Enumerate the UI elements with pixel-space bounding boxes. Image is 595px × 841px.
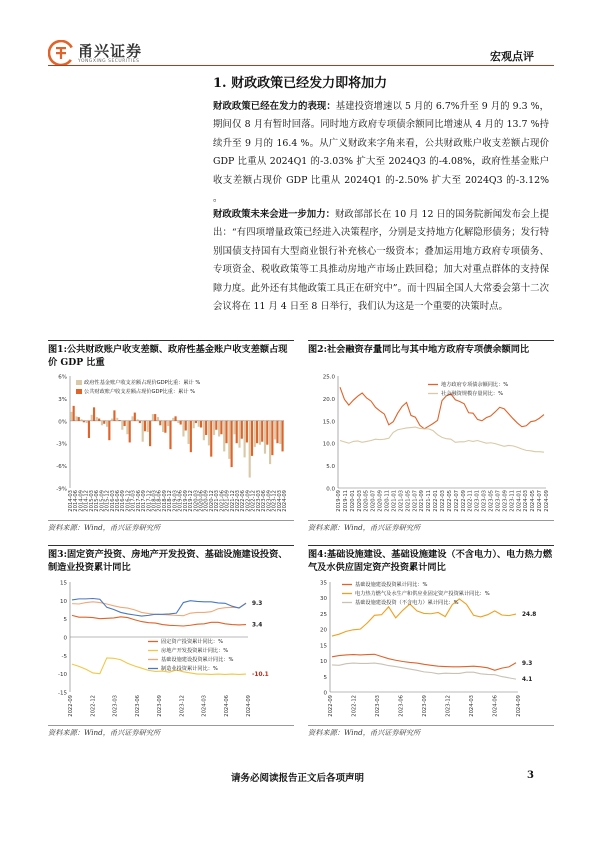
x-tick-label: 2023-03 — [112, 695, 119, 717]
fig1-source: 资料来源：Wind，甬兴证券研究所 — [48, 523, 161, 532]
series-line — [332, 663, 516, 679]
x-tick-label: 2020-06 — [198, 490, 205, 512]
bar — [193, 421, 195, 428]
x-tick-label: 2021-03 — [398, 490, 405, 512]
bar — [164, 421, 166, 433]
bar — [91, 415, 93, 421]
fig2-top-rule — [308, 340, 554, 341]
bar — [118, 420, 120, 421]
y-tick-label: 25.0 — [322, 374, 335, 381]
fig3-source: 资料来源：Wind，甬兴证券研究所 — [48, 728, 161, 737]
x-tick-label: 2023-06 — [261, 490, 268, 512]
x-tick-label: 2022-09 — [460, 490, 467, 512]
legend-label: 基础设施建设投资累计同比：% — [355, 582, 428, 588]
fig2-title: 图2:社会融资存量同比与其中地方政府专项债余额同比 — [308, 344, 530, 355]
legend-label: 房地产开发投资累计同比：% — [161, 648, 229, 654]
fig4-title: 图4:基础设施建设、基础设施建设（不含电力）、电力热力燃气及水供应固定资产投资累计同比 — [308, 549, 553, 573]
bar — [215, 421, 217, 430]
x-tick-label: 2024-07 — [537, 490, 544, 512]
bar — [236, 421, 238, 443]
x-tick-label: 2023-03 — [481, 490, 488, 512]
bar — [139, 421, 141, 423]
bar — [220, 421, 222, 434]
bar — [244, 421, 246, 458]
x-tick-label: 2023-09 — [266, 490, 273, 512]
bar — [101, 421, 103, 425]
x-tick-label: 2018-06 — [156, 490, 163, 512]
x-tick-label: 2019-09 — [182, 490, 189, 512]
bar — [264, 421, 266, 454]
x-tick-label: 2017-12 — [146, 490, 153, 512]
x-tick-label: 2022-05 — [446, 490, 453, 512]
bar — [246, 421, 248, 443]
x-tick-label: 2022-09 — [328, 695, 334, 717]
bar — [129, 421, 131, 443]
x-tick-label: 2021-05 — [405, 490, 412, 512]
paragraph-1 — [213, 98, 549, 208]
y-tick-label: 30 — [320, 596, 327, 603]
legend-label: 基础设施建设投资累计同比：% — [161, 657, 234, 663]
bar — [137, 419, 139, 420]
bar — [157, 417, 159, 421]
x-tick-label: 2021-03 — [214, 490, 221, 512]
fig3-bottom-rule — [48, 725, 294, 726]
bar — [103, 421, 105, 424]
x-tick-label: 2021-01 — [391, 490, 398, 512]
x-tick-label: 2020-09 — [203, 490, 210, 512]
series-line — [340, 427, 544, 452]
end-value-label: -10.1 — [252, 672, 269, 679]
end-value-label: 3.4 — [252, 622, 263, 629]
bar — [261, 421, 263, 442]
x-tick-label: 2020-09 — [377, 490, 384, 512]
bar — [149, 421, 151, 446]
x-tick-label: 2023-03 — [375, 695, 381, 717]
company-logo — [48, 40, 142, 66]
x-tick-label: 2023-01 — [474, 490, 481, 512]
x-tick-label: 2021-09 — [419, 490, 426, 512]
paragraph-1-text: 基建投资增速以 5 月的 6.7%升至 9 月的 9.3 %，期间仅 8 月有暂时回落。同时地方政府专项债余额同比增速从 4 月的 13.7 %持续升至 9 月的 16.4 %。从广义财政来字角来看，公共财政账户收支差额占现价 GDP 比重从 2024Q1 的-3.03% 扩大至 2024Q3 的-4.08%，政府性基金账户收支差额占现价 GDP 比重从 2024Q1 的-2.50% 扩大至 2024Q3 的-3.12% 。 — [213, 101, 549, 205]
bar — [276, 421, 278, 443]
x-tick-label: 2024-01 — [516, 490, 523, 512]
y-tick-label: -6% — [56, 464, 67, 471]
bar — [159, 421, 161, 425]
bar — [169, 421, 171, 449]
bar — [205, 421, 207, 435]
x-tick-label: 2024-06 — [492, 695, 499, 717]
bar — [218, 421, 220, 437]
bar — [96, 417, 98, 421]
fig4-bottom-rule — [308, 725, 554, 726]
x-tick-label: 2022-09 — [68, 695, 74, 717]
bar — [177, 421, 179, 423]
fig3-top-rule — [48, 545, 294, 546]
bar — [241, 421, 243, 439]
x-tick-label: 2015-12 — [104, 490, 111, 512]
x-tick-label: 2020-03 — [193, 490, 200, 512]
bar — [187, 421, 189, 444]
bar — [70, 412, 72, 421]
bar — [75, 416, 77, 420]
x-tick-label: 2021-12 — [229, 490, 236, 512]
bar — [195, 421, 197, 423]
y-tick-label: 20 — [320, 627, 327, 634]
x-tick-label: 2020-01 — [349, 490, 356, 512]
bar — [142, 421, 144, 442]
x-tick-label: 2019-09 — [336, 490, 342, 512]
y-tick-label: 0 — [323, 690, 327, 697]
x-tick-label: 2023-12 — [271, 490, 278, 512]
x-tick-label: 2023-12 — [179, 695, 186, 717]
bar — [126, 421, 128, 434]
x-tick-label: 2022-03 — [440, 490, 446, 512]
x-tick-label: 2020-03 — [356, 490, 363, 512]
paragraph-2-text: 财政部部长在 10 月 12 日的国务院新闻发布会上提出：“有四项增量政策已经进入决策程序，分别是支持地方化解隐形债务；发行特别国债支持国有大型商业银行补充核心一级资本；叠加运用地方政府专项债务、专项资金、税收政策等工具推动房地产市场止跌回稳；加大对重点群体的支持保障力度。此外还有其他政策工具正在研究中”。而十四届全国人大常委会第十二次会议将在 11 月 4 日至 8 日举行，我们认为这是一个重要的决策时点。 — [213, 209, 549, 313]
bar — [180, 421, 182, 425]
x-tick-label: 2020-05 — [363, 490, 370, 512]
bar — [190, 421, 192, 452]
y-tick-label: 5 — [323, 674, 327, 681]
y-tick-label: 5 — [63, 617, 67, 624]
y-tick-label: 0.0 — [326, 486, 335, 493]
x-tick-label: 2023-09 — [157, 695, 163, 717]
bar — [210, 421, 212, 457]
x-tick-label: 2022-12 — [351, 695, 358, 717]
bar — [144, 421, 146, 431]
bar — [203, 421, 205, 440]
bar — [251, 421, 253, 456]
logo-mark-icon — [48, 40, 74, 66]
bar — [256, 421, 258, 443]
y-tick-label: 10 — [320, 659, 327, 666]
x-tick-label: 2023-11 — [509, 490, 516, 512]
y-tick-label: 0% — [58, 419, 67, 426]
page-header — [0, 0, 595, 68]
bar — [233, 421, 235, 434]
x-tick-label: 2022-09 — [245, 490, 252, 512]
x-tick-label: 2022-03 — [235, 490, 242, 512]
bar — [93, 407, 95, 420]
fig1-top-rule — [48, 340, 294, 341]
footer-disclaimer: 请务必阅读报告正文后各项声明 — [230, 773, 364, 784]
x-tick-label: 2024-06 — [223, 695, 230, 717]
legend-label: 政府性基金账户收支差额占现价GDP比重：累计 % — [84, 380, 201, 386]
bar — [106, 421, 108, 427]
bar — [249, 421, 251, 478]
y-tick-label: 10 — [60, 598, 67, 605]
x-tick-label: 2022-11 — [467, 490, 474, 512]
legend-label: 公共财政账户收支差额占现价GDP比重：累计 % — [84, 389, 196, 395]
x-tick-label: 2020-12 — [208, 490, 215, 512]
legend-swatch — [76, 380, 82, 385]
x-tick-label: 2014-03 — [68, 490, 74, 512]
y-tick-label: 15.0 — [322, 419, 335, 426]
y-tick-label: -15 — [58, 690, 67, 697]
bar — [271, 421, 273, 455]
bar — [231, 421, 233, 467]
fig2-chart — [308, 370, 554, 518]
x-tick-label: 2016-06 — [114, 490, 121, 512]
legend-label: 基础设施建设投资（不含电力）累计同比：% — [355, 600, 459, 606]
x-tick-label: 2023-07 — [495, 490, 502, 512]
x-tick-label: 2015-09 — [99, 490, 106, 512]
x-tick-label: 2017-03 — [130, 490, 137, 512]
end-value-label: 4.1 — [522, 677, 533, 684]
fig4-source: 资料来源：Wind，甬兴证券研究所 — [308, 728, 421, 737]
bar — [172, 418, 174, 421]
x-tick-label: 2024-03 — [201, 695, 208, 717]
bar — [131, 416, 133, 420]
x-tick-label: 2022-12 — [250, 490, 257, 512]
y-tick-label: -10 — [58, 672, 67, 679]
x-tick-label: 2019-03 — [172, 490, 179, 512]
x-tick-label: 2014-09 — [78, 490, 85, 512]
x-tick-label: 2017-09 — [141, 490, 148, 512]
x-tick-label: 2019-11 — [342, 490, 349, 512]
x-tick-label: 2020-07 — [370, 490, 377, 512]
x-tick-label: 2021-06 — [219, 490, 226, 512]
legend-label: 固定资产投资累计同比：% — [161, 639, 223, 645]
x-tick-label: 2016-09 — [120, 490, 127, 512]
bar — [152, 414, 154, 421]
series-line — [72, 615, 246, 626]
paragraph-2-lead: 财政政策未来会进一步加力： — [213, 209, 335, 220]
legend-label: 社会融资规模存量同比：% — [441, 391, 503, 397]
fig2-source: 资料来源：Wind，甬兴证券研究所 — [308, 523, 421, 532]
fig4-chart — [308, 575, 554, 723]
paragraph-1-lead: 财政政策已经在发力的表现： — [213, 101, 336, 112]
y-tick-label: -5 — [61, 653, 67, 660]
bar — [167, 421, 169, 426]
legend-label: 地方政府专项债余额同比：% — [441, 382, 509, 388]
bar — [174, 416, 176, 420]
bar — [147, 421, 149, 432]
bar — [154, 414, 156, 421]
x-tick-label: 2024-05 — [530, 490, 537, 512]
bar — [225, 421, 227, 443]
legend-label: 制造业投资累计同比：% — [161, 666, 218, 672]
bar — [259, 421, 261, 445]
x-tick-label: 2024-09 — [246, 695, 252, 717]
bar — [86, 421, 88, 423]
section-title: 1. 财政政策已经发力即将加力 — [213, 76, 388, 91]
bar — [162, 421, 164, 432]
x-tick-label: 2023-05 — [488, 490, 495, 512]
bar — [223, 421, 225, 452]
x-tick-label: 2022-06 — [240, 490, 247, 512]
series-line — [332, 654, 516, 670]
x-tick-label: 2018-12 — [167, 490, 174, 512]
header-divider — [48, 65, 554, 66]
y-tick-label: 35 — [320, 580, 327, 587]
fig2-bottom-rule — [308, 520, 554, 521]
bar — [121, 421, 123, 430]
bar — [80, 419, 82, 420]
bar — [213, 421, 215, 435]
x-tick-label: 2023-03 — [255, 490, 262, 512]
bar — [279, 421, 281, 444]
y-tick-label: 5.0 — [326, 464, 335, 471]
x-tick-label: 2021-11 — [426, 490, 433, 512]
x-tick-label: 2014-06 — [73, 490, 80, 512]
bar — [182, 421, 184, 437]
x-tick-label: 2024-09 — [282, 490, 288, 512]
bar — [83, 421, 85, 422]
y-tick-label: 10.0 — [322, 441, 335, 448]
bar — [113, 410, 115, 420]
x-tick-label: 2015-03 — [88, 490, 95, 512]
bar — [108, 421, 110, 440]
bar — [208, 421, 210, 446]
bar — [185, 421, 187, 431]
end-value-label: 9.3 — [522, 660, 533, 667]
y-tick-label: 15 — [60, 580, 67, 587]
fig4-top-rule — [308, 545, 554, 546]
bar — [78, 417, 80, 421]
x-tick-label: 2024-09 — [516, 695, 522, 717]
y-tick-label: -3% — [56, 441, 67, 448]
logo-name-en: YONGXING SECURITIES — [78, 58, 140, 64]
x-tick-label: 2018-03 — [151, 490, 158, 512]
fig1-title: 图1:公共财政账户收支差额、政府性基金账户收支差额占现价 GDP 比重 — [48, 344, 288, 368]
x-tick-label: 2024-03 — [276, 490, 283, 512]
y-tick-label: 6% — [58, 374, 67, 381]
bar — [134, 413, 136, 421]
x-tick-label: 2019-12 — [188, 490, 195, 512]
x-tick-label: 2023-09 — [502, 490, 509, 512]
bar — [228, 421, 230, 459]
page-number: 3 — [527, 770, 534, 781]
x-tick-label: 2023-12 — [445, 695, 452, 717]
x-tick-label: 2018-09 — [161, 490, 168, 512]
x-tick-label: 2019-06 — [177, 490, 184, 512]
x-tick-label: 2024-03 — [523, 490, 530, 512]
y-tick-label: 0 — [63, 635, 67, 642]
bar — [266, 421, 268, 445]
y-tick-label: -9% — [56, 486, 67, 493]
bar — [88, 421, 90, 438]
x-tick-label: 2020-11 — [384, 490, 391, 512]
legend-label: 电力热力燃气及水生产和供应业固定资产投资累计同比：% — [355, 591, 490, 597]
y-tick-label: 25 — [320, 611, 327, 618]
x-tick-label: 2022-01 — [433, 490, 440, 512]
y-tick-label: 15 — [320, 643, 327, 650]
x-tick-label: 2023-06 — [398, 695, 405, 717]
x-tick-label: 2021-09 — [224, 490, 231, 512]
series-line — [72, 599, 246, 617]
bar — [238, 421, 240, 448]
end-value-label: 24.8 — [522, 612, 537, 619]
x-tick-label: 2023-06 — [134, 695, 141, 717]
x-tick-label: 2017-06 — [135, 490, 142, 512]
x-tick-label: 2023-09 — [422, 695, 428, 717]
fig1-chart — [48, 370, 294, 518]
fig3-chart — [48, 575, 294, 723]
bar — [116, 418, 118, 421]
bar — [281, 421, 283, 452]
x-tick-label: 2022-12 — [90, 695, 97, 717]
logo-name: 甬兴证券 — [78, 41, 143, 60]
x-tick-label: 2014-12 — [83, 490, 90, 512]
y-tick-label: 20.0 — [322, 396, 335, 403]
bar — [200, 421, 202, 428]
x-tick-label: 2015-06 — [94, 490, 101, 512]
report-type: 宏观点评 — [490, 50, 534, 63]
bar — [269, 421, 271, 464]
bar — [124, 421, 126, 426]
fig3-title: 图3:固定资产投资、房地产开发投资、基础设施建设投资、制造业投资累计同比 — [48, 549, 288, 573]
x-tick-label: 2024-09 — [544, 490, 550, 512]
x-tick-label: 2022-07 — [453, 490, 460, 512]
bar — [254, 421, 256, 447]
bar — [98, 419, 100, 421]
x-tick-label: 2021-07 — [412, 490, 419, 512]
bar — [73, 406, 75, 421]
x-tick-label: 2024-03 — [469, 695, 475, 717]
end-value-label: 9.3 — [252, 600, 263, 607]
x-tick-label: 2016-12 — [125, 490, 132, 512]
y-tick-label: 3% — [58, 396, 67, 403]
fig1-bottom-rule — [48, 520, 294, 521]
series-line — [72, 602, 246, 616]
bar — [198, 421, 200, 427]
bar — [111, 419, 113, 421]
paragraph-2 — [213, 206, 549, 316]
legend-swatch — [76, 389, 82, 394]
bar — [274, 421, 276, 440]
x-tick-label: 2016-03 — [109, 490, 116, 512]
